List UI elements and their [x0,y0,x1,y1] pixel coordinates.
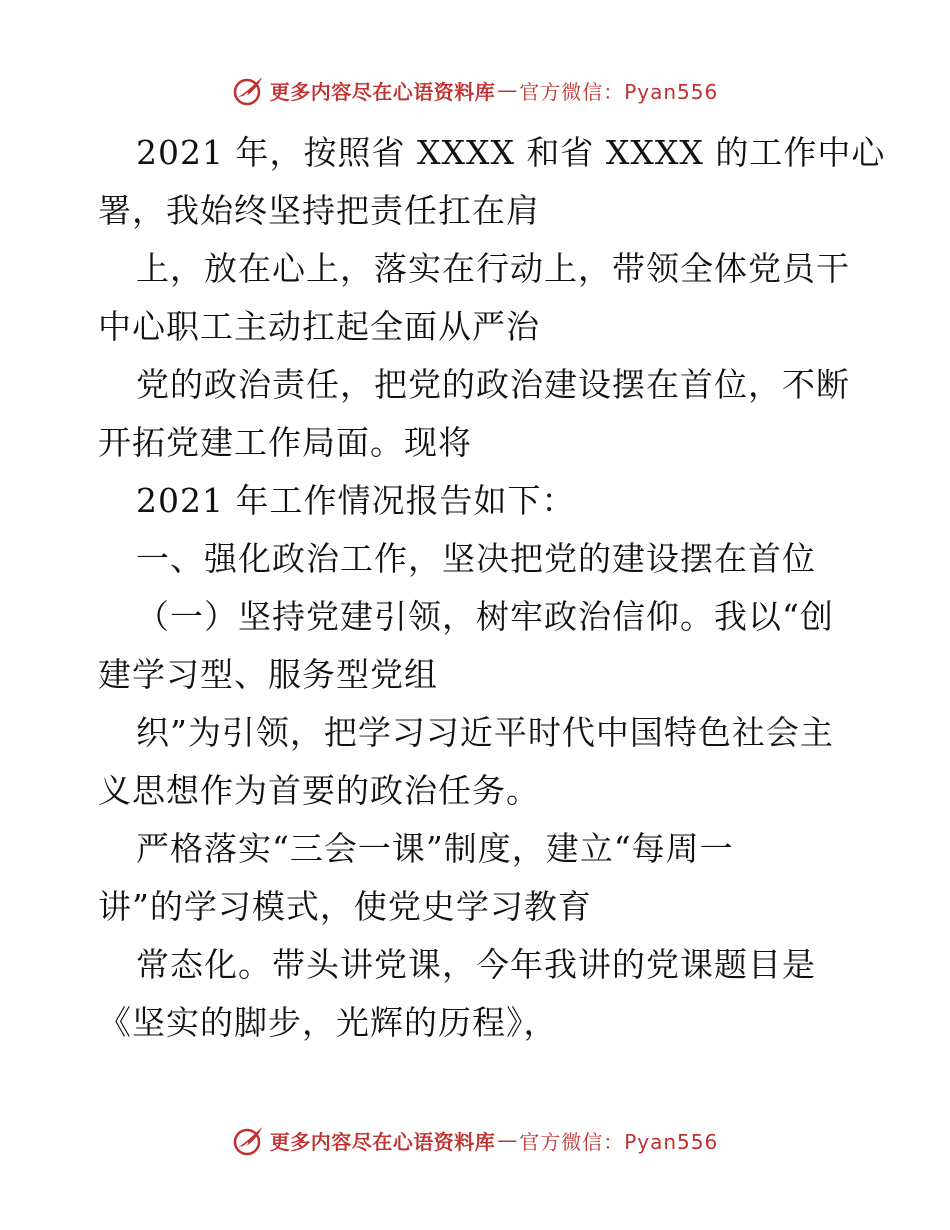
text-line: 2021 年工作情况报告如下： [136,481,576,520]
text-line: 常态化。带头讲党课，今年我讲的党课题目是 [136,945,816,984]
watermark-brand: 更多内容尽在心语资料库 [269,1129,496,1154]
watermark-contact: 官方微信：Pyan556 [519,79,719,104]
quill-logo-icon [232,73,266,107]
document-body [98,124,886,1052]
text-line: 《坚实的脚步，光辉的历程》， [98,1003,558,1042]
watermark-dash: — [497,1128,518,1152]
header-watermark [0,68,950,112]
text-line: 上，放在心上，落实在行动上，带领全体党员干 [136,249,850,288]
text-line: 2021 年，按照省 XXXX 和省 XXXX 的工作中心 [136,133,886,172]
text-line: 党的政治责任，把党的政治建设摆在首位，不断 [136,365,850,404]
text-line: 讲”的学习模式，使党史学习教育 [98,887,592,926]
watermark-brand: 更多内容尽在心语资料库 [269,79,496,104]
text-line: 织”为引领，把学习习近平时代中国特色社会主 [136,713,834,752]
text-line: 中心职工主动扛起全面从严治 [98,307,540,346]
text-line: （一）坚持党建引领，树牢政治信仰。我以“创 [136,597,834,636]
text-line: 开拓党建工作局面。现将 [98,423,472,462]
text-line: 严格落实“三会一课”制度，建立“每周一 [136,829,734,868]
text-line: 义思想作为首要的政治任务。 [98,771,540,810]
watermark-dash: — [497,78,518,102]
quill-logo-icon [232,1123,266,1157]
watermark-contact: 官方微信：Pyan556 [519,1129,719,1154]
footer-watermark [0,1118,950,1162]
text-line: 一、强化政治工作，坚决把党的建设摆在首位 [136,539,816,578]
text-line: 建学习型、服务型党组 [98,655,438,694]
text-line: 署，我始终坚持把责任扛在肩 [98,191,540,230]
